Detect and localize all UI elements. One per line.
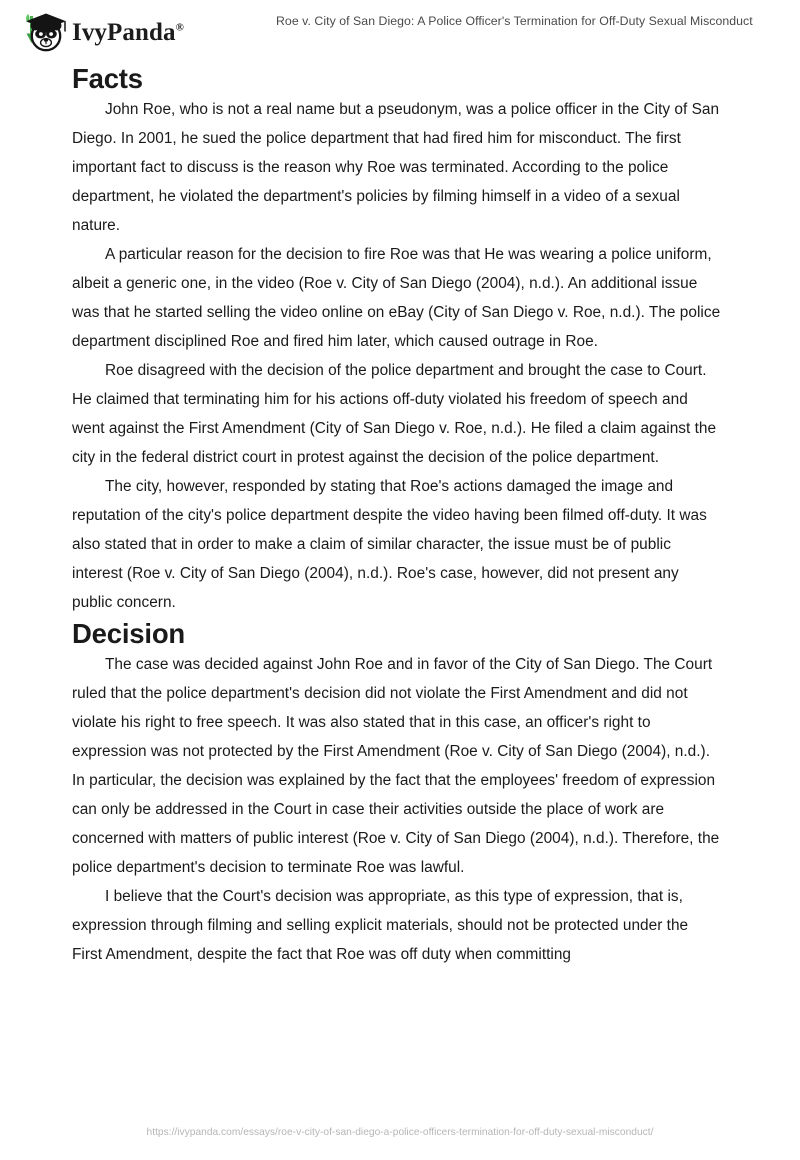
page-title: Roe v. City of San Diego: A Police Officer's Termination for Off-Duty Sexual Misconduct	[276, 14, 753, 28]
section-heading-decision: Decision	[72, 618, 186, 649]
page-header	[0, 0, 800, 62]
page-footer	[0, 1122, 800, 1140]
document-body	[72, 62, 722, 969]
section-heading-facts: Facts	[72, 63, 143, 94]
paragraph: The city, however, responded by stating that Roe's actions damaged the image and reputation of the city's police department despite the video having been filmed off-duty. It was also stated that in order to make a claim of similar character, the issue must be of public interest (Roe v. City of San Diego (2004), n.d.). Roe's case, however, did not present any public concern.	[72, 478, 707, 611]
paragraph: A particular reason for the decision to fire Roe was that He was wearing a police uniform, albeit a generic one, in the video (Roe v. City of San Diego (2004), n.d.). An additional issue was that he started selling the video online on eBay (City of San Diego v. Roe, n.d.). The police department disciplined Roe and fired him later, which caused outrage in Roe.	[72, 246, 721, 350]
paragraph: I believe that the Court's decision was appropriate, as this type of expression, that is, expression through filming and selling explicit materials, should not be protected under the First Amendment, despite the fact that Roe was off duty when committing	[72, 888, 689, 963]
brand-logo-link[interactable]	[16, 7, 184, 55]
paragraph: John Roe, who is not a real name but a pseudonym, was a police officer in the City of San Diego. In 2001, he sued the police department that had fired him for misconduct. The first important fact to discuss is the reason why Roe was terminated. According to the police department, he violated the department's policies by filming himself in a video of a sexual nature.	[72, 101, 720, 234]
paragraph: The case was decided against John Roe and in favor of the City of San Diego. The Court ruled that the police department's decision did not violate the First Amendment and did not violate his right to free speech. It was also stated that in this case, an officer's right to expression was not protected by the First Amendment (Roe v. City of San Diego (2004), n.d.). In particular, the decision was explained by the fact that the employees' freedom of expression can only be addressed in the Court in case their activities outside the place of work are concerned with matters of public interest (Roe v. City of San Diego (2004), n.d.). Therefore, the police department's decision to terminate Roe was lawful.	[72, 656, 720, 876]
footer-source-url[interactable]: https://ivypanda.com/essays/roe-v-city-of-san-diego-a-police-officers-termination-for-off-duty-sexual-misconduct/	[146, 1127, 654, 1138]
paragraph: Roe disagreed with the decision of the police department and brought the case to Court. He claimed that terminating him for his actions off-duty violated his freedom of speech and went against the First Amendment (City of San Diego v. Roe, n.d.). He filed a claim against the city in the federal district court in protest against the decision of the police department.	[72, 362, 717, 466]
brand-name-text: IvyPanda	[72, 18, 176, 46]
registered-trademark-icon: ®	[175, 21, 184, 34]
panda-graduate-logo-icon	[16, 8, 68, 54]
brand-wordmark	[72, 20, 184, 45]
